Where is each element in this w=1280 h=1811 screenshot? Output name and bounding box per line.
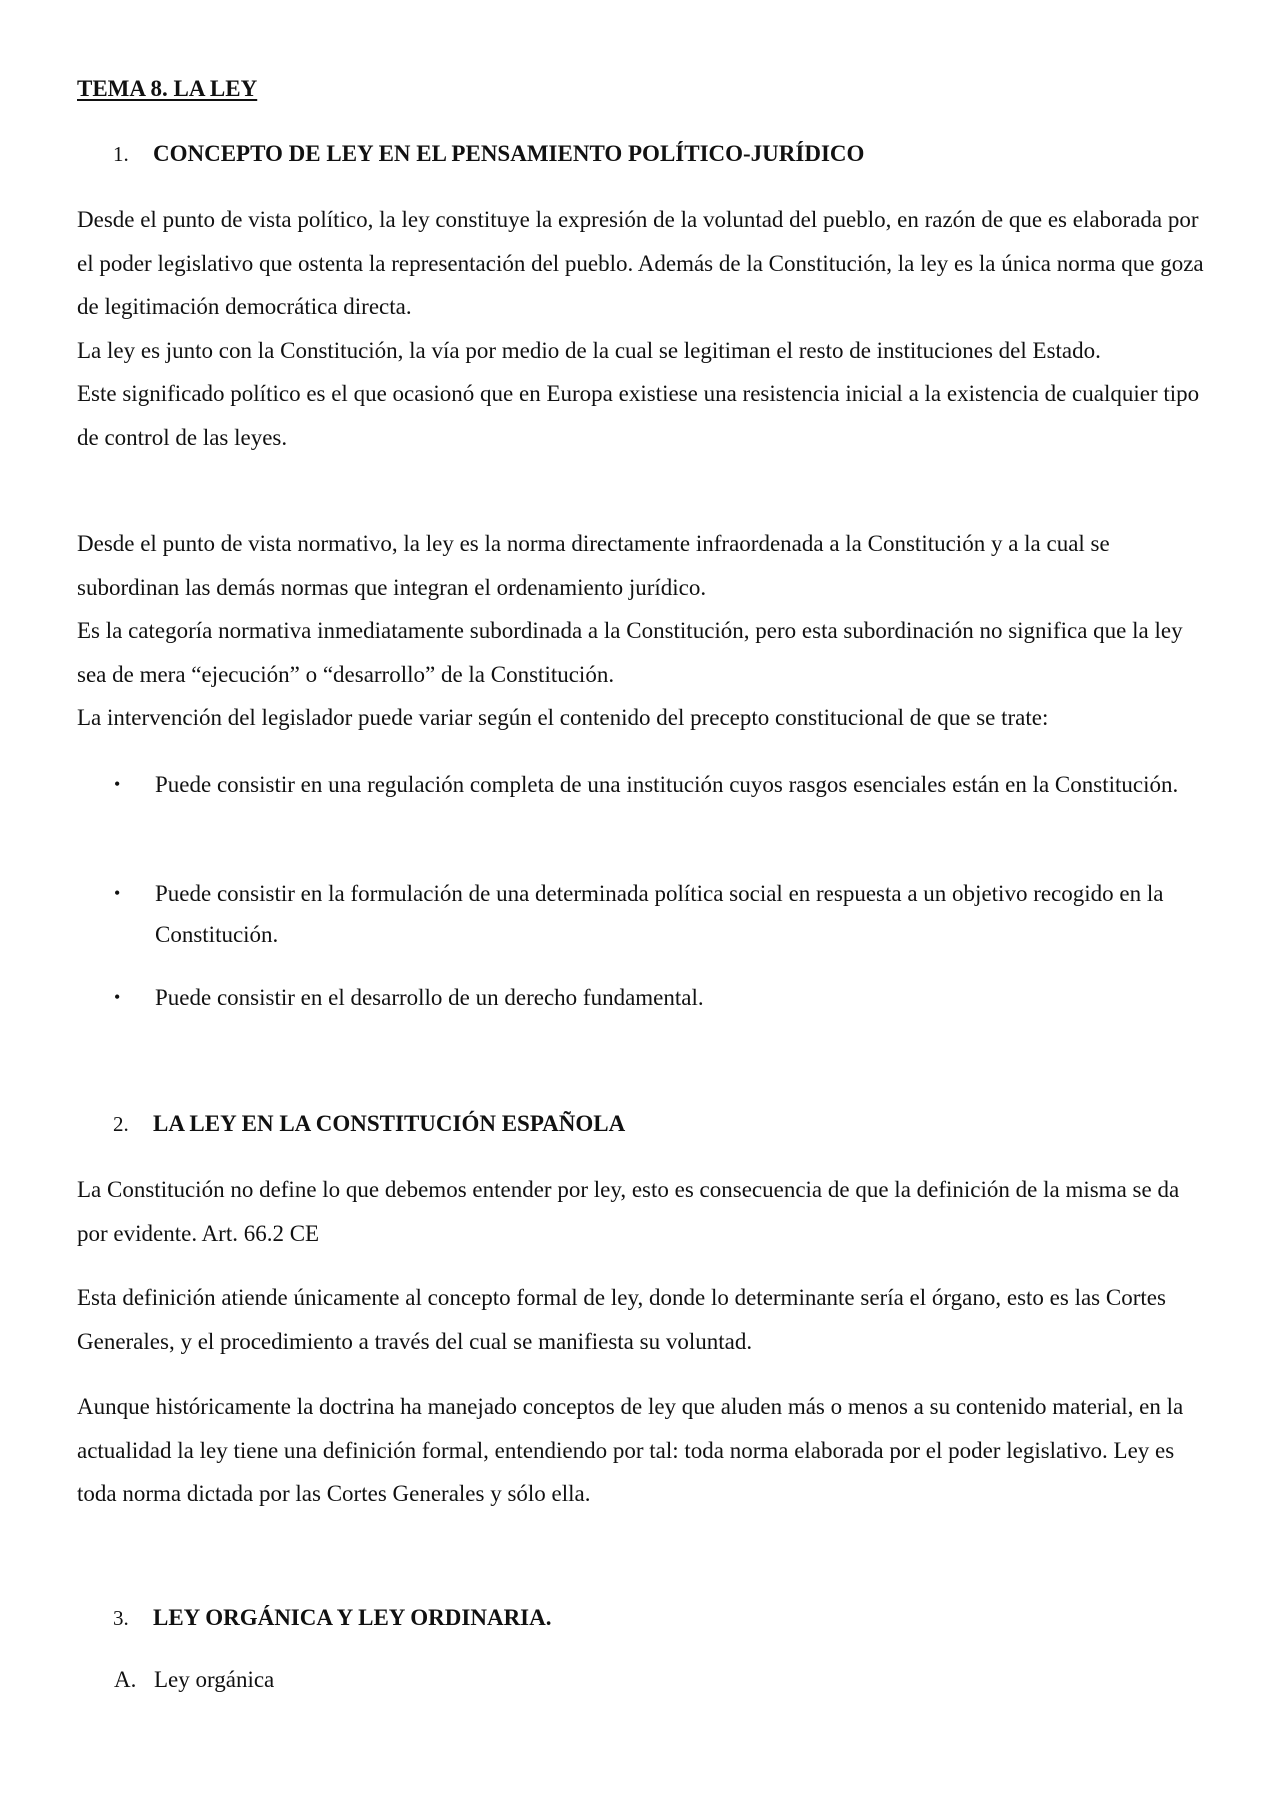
- paragraph-line: La intervención del legislador puede variar según el contenido del precepto constitucional de que se trate:: [77, 705, 1049, 730]
- bullet-icon: •: [114, 774, 121, 794]
- section-1-paragraph-political: [77, 198, 1205, 459]
- section-1-paragraph-normative: [77, 522, 1205, 740]
- bullet-item: [77, 873, 1205, 955]
- paragraph-text: La Constitución no define lo que debemos entender por ley, esto es consecuencia de que la definición de la misma se da por evidente. Art. 66.2 CE: [77, 1177, 1180, 1246]
- section-3-number: 3.: [113, 1606, 129, 1630]
- section-1-heading: [77, 141, 864, 167]
- paragraph-text: Aunque históricamente la doctrina ha manejado conceptos de ley que aluden más o menos a su contenido material, en la actualidad la ley tiene una definición formal, entendiendo por tal: toda norma elaborada por el poder legislativo. Ley es toda norma dictada por las Cortes Generales y sólo ella.: [77, 1394, 1184, 1506]
- subsection-a: [77, 1667, 274, 1693]
- section-2-heading: [77, 1111, 625, 1137]
- section-2-title: LA LEY EN LA CONSTITUCIÓN ESPAÑOLA: [153, 1111, 626, 1136]
- subsection-a-label: Ley orgánica: [154, 1667, 275, 1692]
- paragraph-line: Es la categoría normativa inmediatamente subordinada a la Constitución, pero esta subordinación no significa que la ley sea de mera “ejecución” o “desarrollo” de la Constitución.: [77, 618, 1183, 687]
- bullet-icon: •: [114, 987, 121, 1007]
- paragraph-line: Este significado político es el que ocasionó que en Europa existiese una resistencia inicial a la existencia de cualquier tipo de control de las leyes.: [77, 381, 1200, 450]
- subsection-a-letter: A.: [114, 1667, 137, 1692]
- bullet-item: [77, 977, 1205, 1018]
- page-title: TEMA 8. LA LEY: [77, 76, 258, 101]
- paragraph-text: Esta definición atiende únicamente al concepto formal de ley, donde lo determinante sería el órgano, esto es las Cortes Generales, y el procedimiento a través del cual se manifiesta su voluntad.: [77, 1285, 1166, 1354]
- paragraph-line: Desde el punto de vista normativo, la ley es la norma directamente infraordenada a la Constitución y a la cual se subordinan las demás normas que integran el ordenamiento jurídico.: [77, 531, 1110, 600]
- section-3-title: LEY ORGÁNICA Y LEY ORDINARIA: [153, 1605, 546, 1630]
- bullet-text: Puede consistir en la formulación de una determinada política social en respuesta a un objetivo recogido en la Constitución.: [155, 881, 1164, 947]
- bullet-icon: •: [114, 883, 121, 903]
- section-3-heading: [77, 1605, 552, 1631]
- section-1-number: 1.: [113, 142, 129, 166]
- section-2-paragraph-1: [77, 1168, 1205, 1255]
- bullet-text: Puede consistir en el desarrollo de un derecho fundamental.: [155, 985, 704, 1010]
- section-2-paragraph-3: [77, 1385, 1205, 1516]
- bullet-text: Puede consistir en una regulación completa de una institución cuyos rasgos esenciales están en la Constitución.: [155, 772, 1179, 797]
- section-2-paragraph-2: [77, 1276, 1205, 1363]
- paragraph-line: La ley es junto con la Constitución, la vía por medio de la cual se legitiman el resto de instituciones del Estado.: [77, 337, 1101, 363]
- section-3-title-suffix: .: [545, 1605, 552, 1630]
- section-2-number: 2.: [113, 1112, 129, 1136]
- section-1-title: CONCEPTO DE LEY EN EL PENSAMIENTO POLÍTICO-JURÍDICO: [153, 141, 865, 166]
- paragraph-line: Desde el punto de vista político, la ley constituye la expresión de la voluntad del pueblo, en razón de que es elaborada por el poder legislativo que ostenta la representación del pueblo. Además de la Constitución, la ley es la única norma que goza de legitimación democrática directa.: [77, 207, 1204, 319]
- bullet-item: [77, 764, 1205, 805]
